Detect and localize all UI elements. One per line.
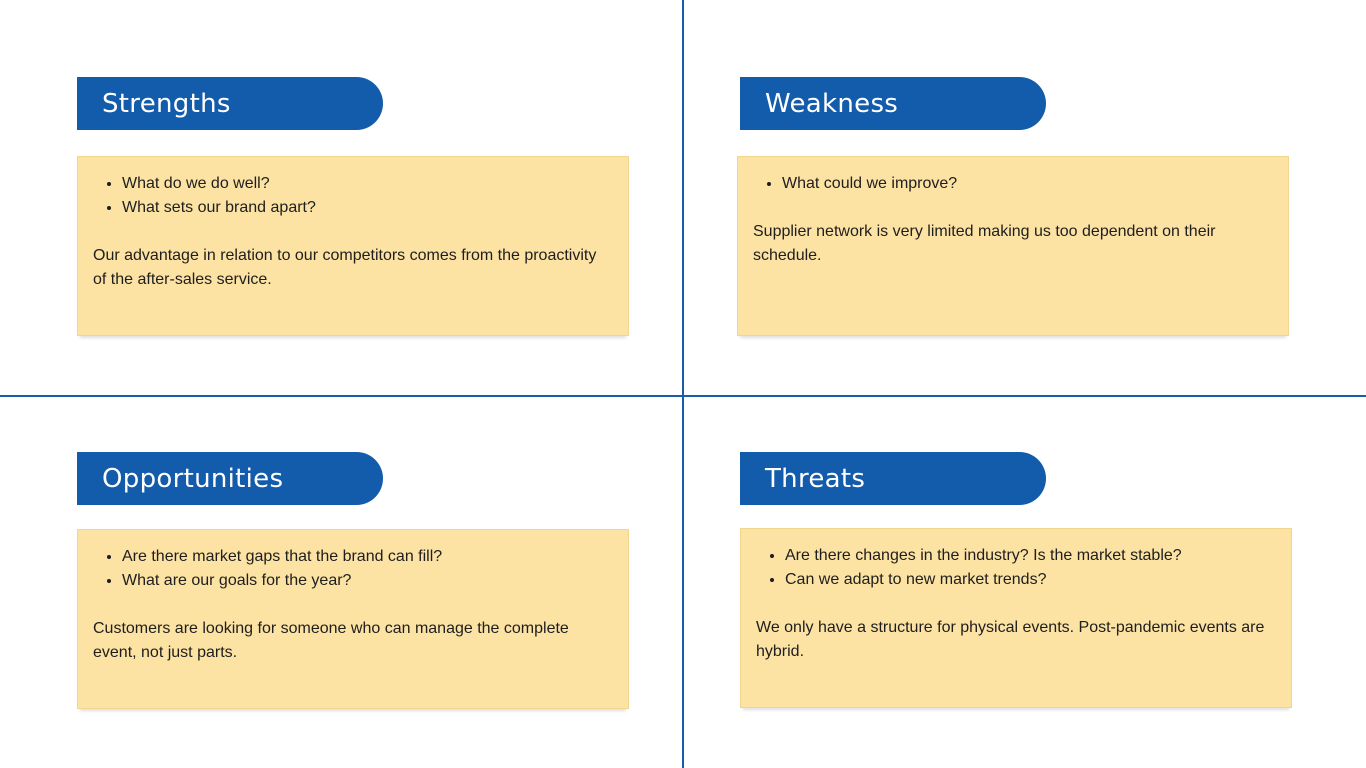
weakness-text: Supplier network is very limited making us too dependent on their schedule. — [753, 223, 1216, 264]
opportunities-bullet: • What are our goals for the year? — [122, 569, 613, 593]
horizontal-divider — [0, 395, 1366, 397]
threats-bullet: • Can we adapt to new market trends? — [785, 568, 1276, 592]
weakness-bullet: • What could we improve? — [782, 172, 1273, 196]
vertical-divider — [682, 0, 684, 768]
weakness-header — [740, 77, 1046, 130]
strengths-note — [77, 156, 629, 336]
opportunities-bullet: • Are there market gaps that the brand can fill? — [122, 545, 613, 569]
strengths-header — [77, 77, 383, 130]
weakness-bullet-list — [753, 172, 1273, 196]
threats-note — [740, 528, 1292, 708]
threats-bullet-list — [756, 544, 1276, 592]
opportunities-text: Customers are looking for someone who can manage the complete event, not just parts. — [93, 620, 569, 661]
strengths-bullet: • What sets our brand apart? — [122, 196, 613, 220]
threats-text: We only have a structure for physical events. Post-pandemic events are hybrid. — [756, 619, 1265, 660]
strengths-title: Strengths — [102, 88, 231, 119]
weakness-note — [737, 156, 1289, 336]
opportunities-header — [77, 452, 383, 505]
opportunities-bullet-list — [93, 545, 613, 593]
strengths-text: Our advantage in relation to our competitors comes from the proactivity of the after-sales service. — [93, 247, 597, 288]
strengths-bullet-list — [93, 172, 613, 220]
threats-bullet: • Are there changes in the industry? Is the market stable? — [785, 544, 1276, 568]
opportunities-note — [77, 529, 629, 709]
strengths-bullet: • What do we do well? — [122, 172, 613, 196]
weakness-title: Weakness — [765, 88, 899, 119]
threats-header — [740, 452, 1046, 505]
threats-title: Threats — [765, 463, 866, 494]
opportunities-title: Opportunities — [102, 463, 284, 494]
